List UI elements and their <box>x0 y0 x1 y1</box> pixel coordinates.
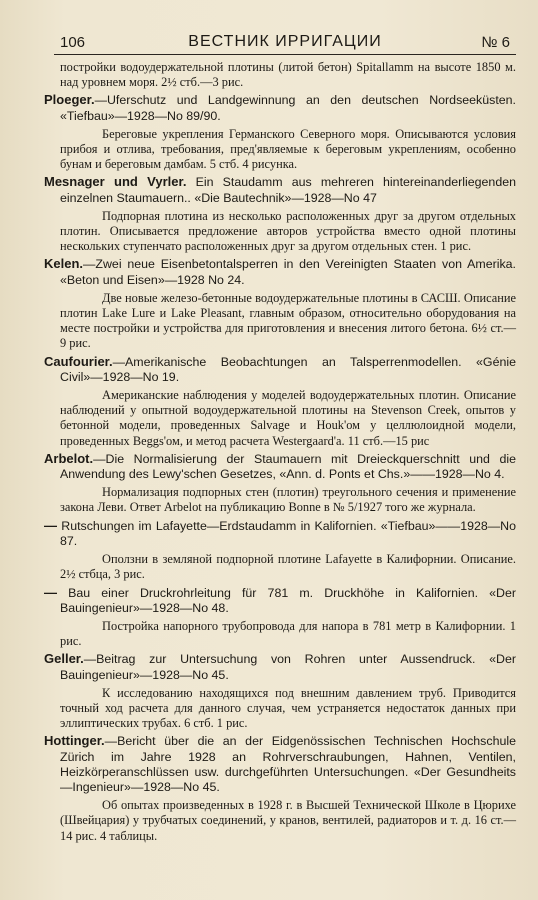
journal-title: ВЕСТНИК ИРРИГАЦИИ <box>188 33 382 50</box>
entry-annotation: К исследованию находящихся под внешним давлением труб. Приводится точный ход расчета для данного случая, чем устраняется недостаток данных при эллиптических трубах. 6 стб. 1 рис. <box>60 685 516 731</box>
entry-source <box>44 451 516 482</box>
bibliography-entry <box>44 174 516 254</box>
entry-reference: —Bericht über die an der Eidgenössischen Technischen Hochschule Zürich im Jahre 1928 an Rohrverschraubungen, Hahnen, Ventilen, Heizkörperanschlüssen usw. durchgeführten Untersuchungen. «Der Gesundheits—Ingenieur»—1928—No 45. <box>60 734 516 794</box>
bibliography-entry <box>44 451 516 516</box>
issue-number: № 6 <box>481 34 510 51</box>
bibliography-entry <box>44 518 516 583</box>
entry-source <box>44 518 516 549</box>
bibliography-entry <box>44 92 516 172</box>
entry-annotation: постройки водоудержательной плотины (литой бетон) Spitallamm на высоте 1850 м. над уровнем моря. 2½ стб.—3 рис. <box>60 60 516 90</box>
entry-annotation: Оползни в земляной подпорной плотине Lafayette в Калифорнии. Описание. 2½ стбца, 3 рис. <box>60 552 516 582</box>
entry-reference: Bau einer Druckrohrleitung für 781 m. Druckhöhe in Kalifornien. «Der Bauingenieur»—1928—No 48. <box>57 585 516 615</box>
entry-annotation: Нормализация подпорных стен (плотин) треугольного сечения и применение закона Леви. Ответ Arbelot на публикацию Bonne в № 5/1927 того же журнала. <box>60 485 516 515</box>
entry-annotation: Об опытах произведенных в 1928 г. в Высшей Технической Школе в Цюрихе (Швейцария) у трубчатых соединений, у кранов, вентилей, радиаторов и т. д. 16 ст.—14 рис. 4 таблицы. <box>60 798 516 843</box>
bibliography-entry <box>44 733 516 843</box>
entry-source <box>44 174 516 205</box>
bibliography-entry <box>44 585 516 650</box>
entry-author: Hottinger. <box>44 733 105 749</box>
entry-annotation: Американские наблюдения у моделей водоудержательных плотин. Описание наблюдений у опытной водоудержательной плотины на Stevenson Creek, опытов у бетонной модели, проведенных Salvage и Houk'ом у целлюлоидной модели, проведенных Beggs'ом, и метод расчета Westergaard'a. 11 стб.—15 рис <box>60 388 516 448</box>
entry-source <box>44 92 516 123</box>
bibliography-entry <box>44 651 516 731</box>
bibliography-list <box>44 60 516 846</box>
page-number: 106 <box>60 34 86 51</box>
running-header <box>54 30 516 55</box>
entry-reference: —Uferschutz und Landgewinnung an den deutschen Nordseeküsten. «Tiefbau»—1928—No 89/90. <box>60 93 516 123</box>
entry-source <box>44 651 516 682</box>
entry-author: — <box>44 517 57 533</box>
entry-annotation: Береговые укрепления Германского Северного моря. Описываются условия прибоя и отлива, требования, пред'являемые к береговым укреплениям, особенно бунам и береговым дамбам. 5 стб. 4 рисунка. <box>60 126 516 172</box>
bibliography-entry <box>44 354 516 449</box>
entry-author: Ploeger. <box>44 92 95 108</box>
entry-annotation: Подпорная плотина из несколько расположенных друг за другом отдельных плотин. Описывается предложение авторов устройства вместо одной плотины нескольких ступенчато расположенных друг за другом отдельных стен. 1 рис. <box>60 208 516 254</box>
entry-author: Geller. <box>44 651 84 667</box>
entry-source <box>44 256 516 287</box>
entry-author: — <box>44 584 57 600</box>
bibliography-entry <box>44 60 516 90</box>
entry-reference: —Amerikanische Beobachtungen an Talsperrenmodellen. «Génie Civil»—1928—No 19. <box>60 354 516 384</box>
entry-annotation: Две новые железо-бетонные водоудержательные плотины в САСШ. Описание плотин Lake Lure и Lake Pleasant, главным образом, относительно оборудования на месте постройки и устройства для приготовления и внесения литого бетона. 6½ ст.—9 рис. <box>60 290 516 351</box>
entry-reference: Rutschungen im Lafayette—Erdstaudamm in Kalifornien. «Tiefbau»——1928—No 87. <box>57 518 516 548</box>
bibliography-entry <box>44 256 516 351</box>
entry-author: Kelen. <box>44 256 84 272</box>
entry-annotation: Постройка напорного трубопровода для напора в 781 метр в Калифорнии. 1 рис. <box>60 618 516 649</box>
entry-reference: —Zwei neue Eisenbetontalsperren in den Vereinigten Staaten von Amerika. «Beton und Eisen»—1928 No 24. <box>60 257 516 287</box>
entry-source <box>44 585 516 616</box>
entry-reference: —Die Normalisierung der Staumauern mit Dreieckquerschnitt und die Anwendung des Lewy'schen Gesetzes, «Ann. d. Ponts et Chs.»——1928—No 4. <box>60 451 516 482</box>
entry-reference: Ein Staudamm aus mehreren hintereinanderliegenden einzelnen Staumauern.. «Die Bautechnik»—1928—No 47 <box>60 175 516 205</box>
entry-author: Arbelot. <box>44 450 94 466</box>
entry-reference: —Beitrag zur Untersuchung von Rohren unter Aussendruck. «Der Bauingenieur»—1928—No 45. <box>60 652 516 682</box>
entry-author: Caufourier. <box>44 353 113 369</box>
entry-source <box>44 354 516 385</box>
entry-source <box>44 733 516 795</box>
entry-author: Mesnager und Vyrler. <box>44 174 187 190</box>
